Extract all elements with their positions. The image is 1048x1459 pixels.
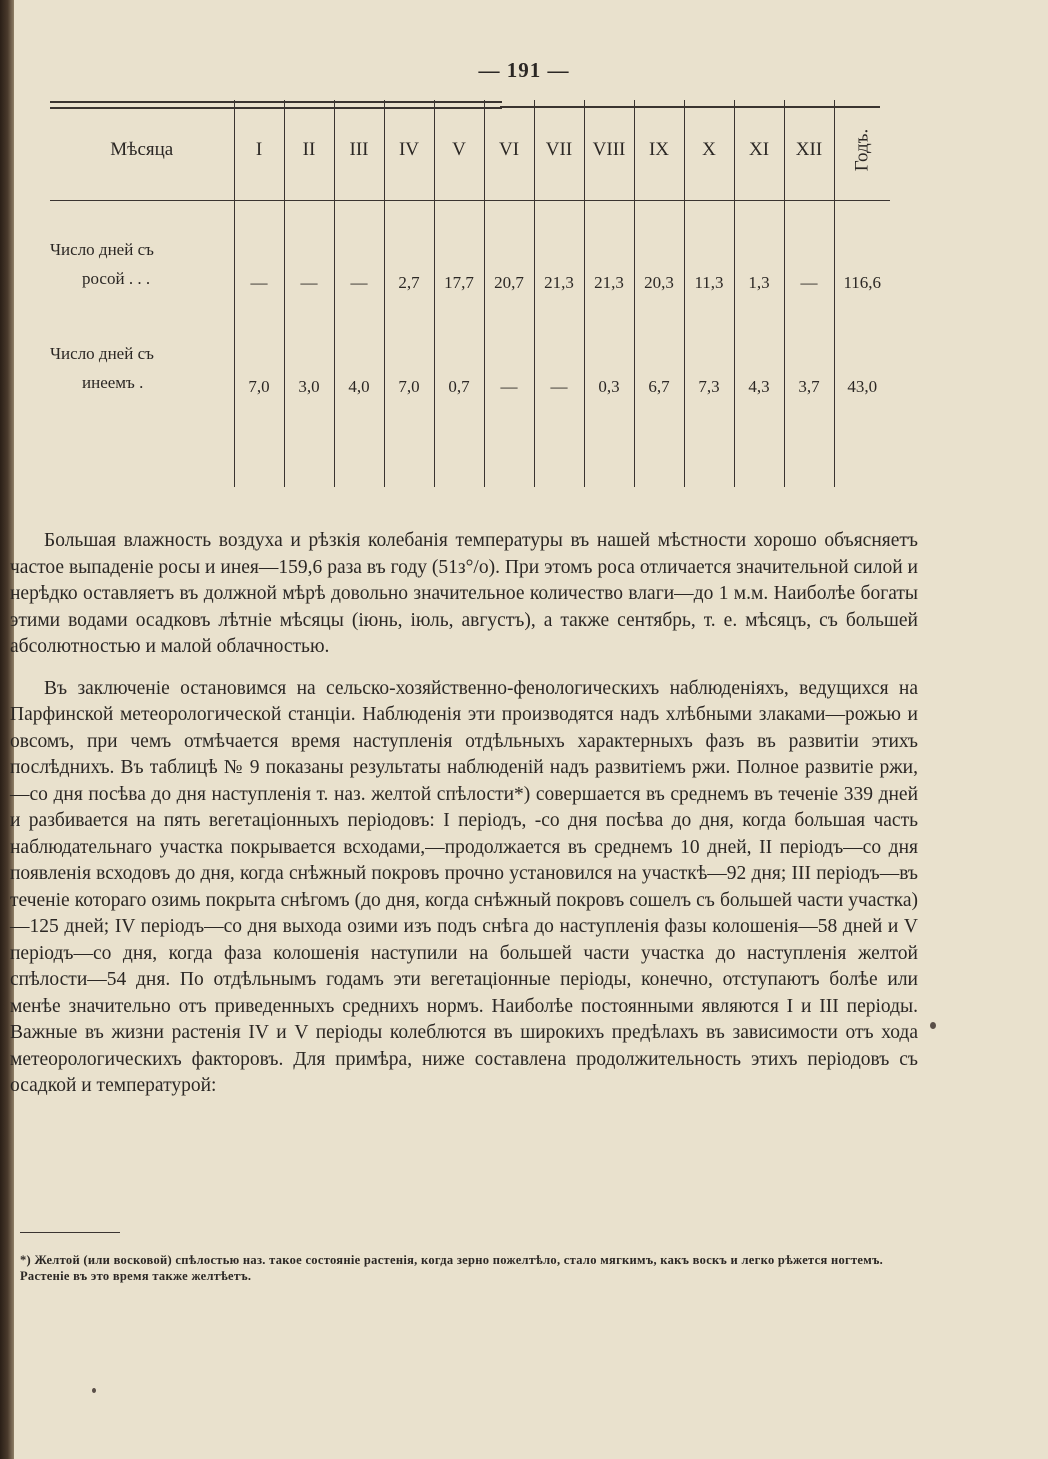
table-cell: 20,3 — [634, 201, 684, 298]
table-header-row — [50, 100, 890, 201]
table-cell: 1,3 — [734, 201, 784, 298]
table-cell: 21,3 — [534, 201, 584, 298]
table-cell-year: 116,6 — [834, 201, 890, 298]
table-cell: 0,7 — [434, 297, 484, 403]
table-cell: 20,7 — [484, 201, 534, 298]
header-month: XII — [784, 100, 834, 201]
table-row-dew — [50, 201, 890, 298]
table-cell: — — [234, 201, 284, 298]
header-month: IX — [634, 100, 684, 201]
dew-frost-table — [46, 100, 890, 482]
table-cell: — — [784, 201, 834, 298]
header-month: III — [334, 100, 384, 201]
table-cell: — — [484, 297, 534, 403]
header-month: IV — [384, 100, 434, 201]
row-label-line: Число дней съ — [50, 344, 154, 363]
table-cell: 7,0 — [384, 297, 434, 403]
header-month: VI — [484, 100, 534, 201]
table-cell: 0,3 — [584, 297, 634, 403]
paper-speck — [92, 1388, 96, 1393]
header-month: V — [434, 100, 484, 201]
table-cell-year: 43,0 — [834, 297, 890, 403]
header-months-label: Мѣсяца — [50, 100, 234, 201]
row-label-line: инеемъ . — [82, 373, 144, 392]
table-cell: 4,3 — [734, 297, 784, 403]
header-year — [834, 100, 890, 201]
header-year-text: Годъ. — [851, 128, 873, 172]
table-cell: — — [284, 201, 334, 298]
paper-speck — [930, 1022, 936, 1029]
data-table — [50, 100, 890, 487]
table-row-frost — [50, 297, 890, 403]
table-cell: 2,7 — [384, 201, 434, 298]
paragraph: Большая влажность воздуха и рѣзкія колебанія температуры въ нашей мѣстности хорошо объясняетъ частое выпаденіе росы и инея—159,6 раза въ году (51з°/о). При этомъ роса отличается значительной силой и нерѣдко оставляетъ въ должной мѣрѣ довольно значительное количество влаги—до 1 м.м. Наиболѣе богаты этими водами осадковъ лѣтніе мѣсяцы (іюнь, іюль, августъ), а также сентябрь, т. е. мѣсяцъ, съ большей абсолютностью и малой облачностью. — [10, 530, 918, 657]
table-cell: 3,0 — [284, 297, 334, 403]
header-month: XI — [734, 100, 784, 201]
table-cell: 17,7 — [434, 201, 484, 298]
row-label-line: Число дней съ — [50, 240, 154, 259]
table-cell: — — [534, 297, 584, 403]
table-row-empty — [50, 403, 890, 487]
table-cell: — — [334, 201, 384, 298]
header-month: VII — [534, 100, 584, 201]
paragraph: Въ заключеніе остановимся на сельско-хозяйственно-фенологическихъ наблюденіяхъ, ведущихся на Парфинской метеорологической станціи. Наблюденія эти производятся надъ хлѣбными злаками—рожью и овсомъ, при чемъ отмѣчается время наступленія отдѣльныхъ характерныхъ фазъ въ развитіи этихъ послѣднихъ. Въ таблицѣ № 9 показаны результаты наблюденій надъ развитіемъ ржи. Полное развитіе ржи,—со дня посѣва до дня наступленія т. наз. желтой спѣлости*) совершается въ среднемъ въ теченіе 339 дней и разбивается на пять вегетаціонныхъ періодовъ: I періодъ, -со дня посѣва до дня, когда большая часть наблюдательнаго участка покрывается всходами,—продолжается въ среднемъ 10 дней, II періодъ—со дня появленія всходовъ до дня, когда снѣжный покровъ прочно установился на участкѣ—92 дня; III періодъ—въ теченіе котораго озимь покрыта снѣгомъ (до дня, когда снѣжный покровъ сошелъ съ большей части участка)—125 дней; IV періодъ—со дня выхода озими изъ подъ снѣга до наступленія фазы колошенія—58 дней и V періодъ—со дня, когда фаза колошенія наступили на большей части участка до наступленія желтой спѣлости—54 дня. По отдѣльнымъ годамъ эти вегетаціонные періоды, конечно, отступаютъ болѣе или менѣе значительно отъ приведенныхъ среднихъ нормъ. Наиболѣе постоянными являются I и III періоды. Важные въ жизни растенія IV и V періоды колеблются въ широкихъ предѣлахъ въ зависимости отъ хода метеорологическихъ факторовъ. Для примѣра, ниже составлена продолжительность этихъ періодовъ съ осадкой и температурой: — [10, 677, 918, 1096]
table-cell: 3,7 — [784, 297, 834, 403]
table-cell: 7,3 — [684, 297, 734, 403]
table-cell: 21,3 — [584, 201, 634, 298]
row-label — [50, 201, 234, 298]
body-text — [10, 528, 918, 1115]
row-label-line: росой . . . — [82, 269, 151, 288]
footnote: *) Желтой (или восковой) спѣлостью наз. такое состояніе растенія, когда зерно пожелтѣло, стало мягкимъ, какъ воскъ и легко рѣжется ногтемъ. Растеніе въ это время также желтѣетъ. — [20, 1253, 884, 1283]
header-month: VIII — [584, 100, 634, 201]
table-cell: 4,0 — [334, 297, 384, 403]
header-month: I — [234, 100, 284, 201]
table-cell: 7,0 — [234, 297, 284, 403]
header-month: II — [284, 100, 334, 201]
table-cell: 6,7 — [634, 297, 684, 403]
footnote-divider — [20, 1232, 120, 1233]
page-number: — 191 — — [478, 58, 570, 82]
row-label — [50, 297, 234, 403]
header-month: X — [684, 100, 734, 201]
table-cell: 11,3 — [684, 201, 734, 298]
